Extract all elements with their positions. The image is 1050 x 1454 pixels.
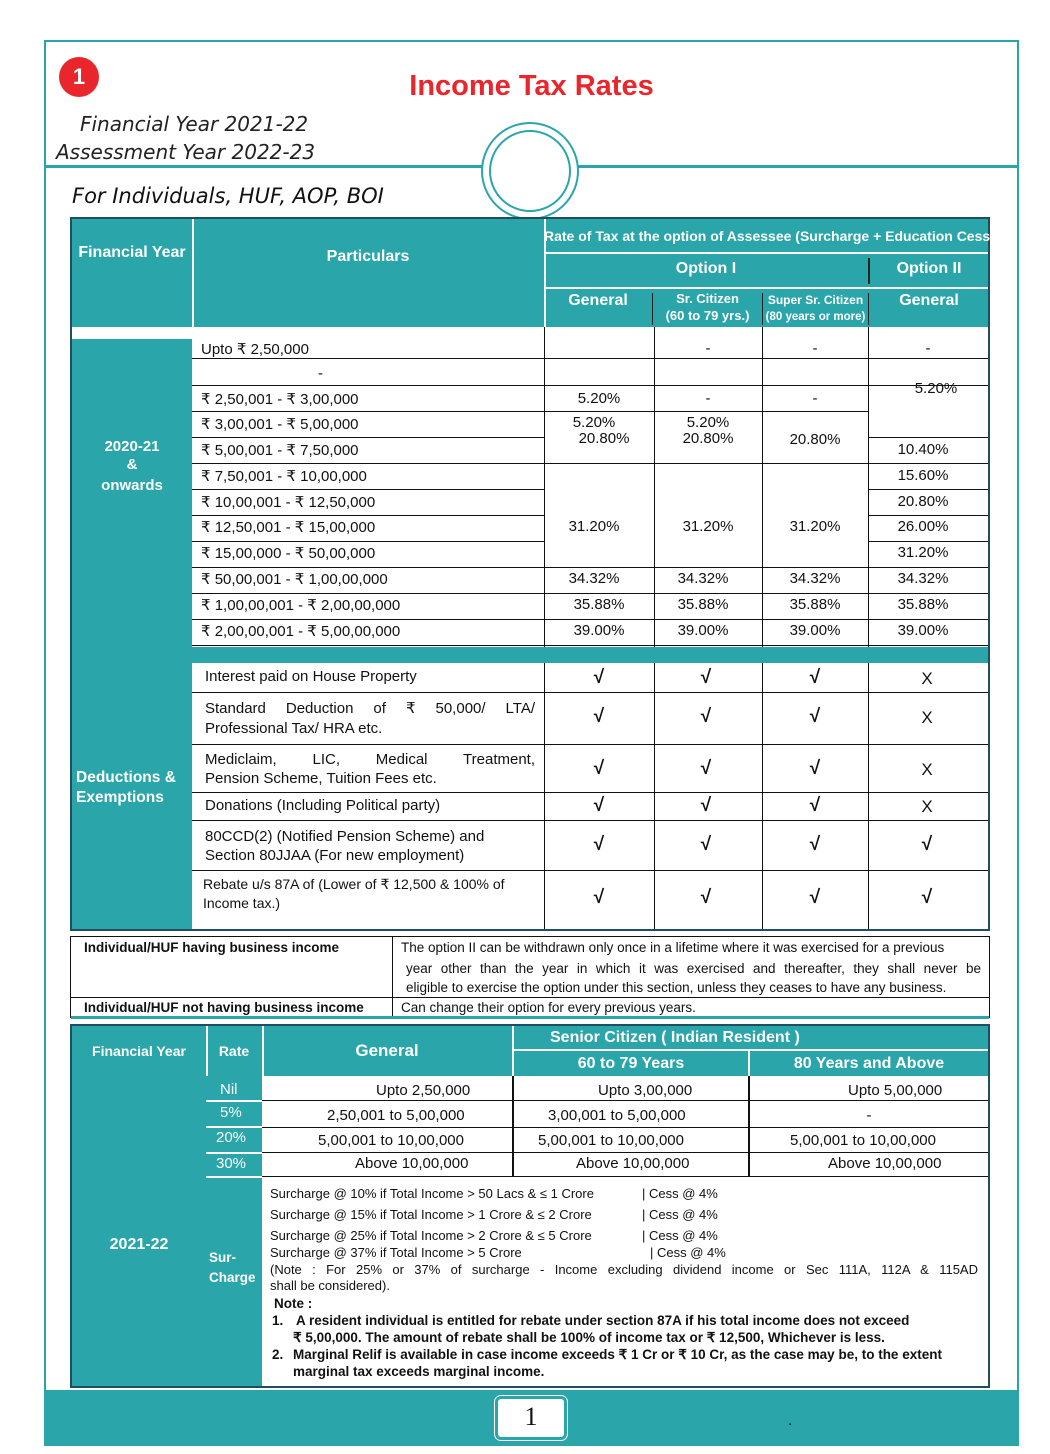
note-2-line-1: Marginal Relif is available in case income exceeds ₹ 1 Cr or ₹ 10 Cr, as the case may be, to the extent — [293, 1347, 942, 1362]
ded-4-ssr-check: √ — [809, 795, 821, 816]
ded-5-label-2: Section 80JJAA (For new employment) — [205, 847, 465, 864]
slab-3-particulars: ₹ 2,50,001 - ₹ 3,00,000 — [201, 391, 359, 408]
slab-11-general: 35.88% — [573, 596, 625, 613]
note-1-number: 1. — [272, 1313, 284, 1328]
slab-12-ssr: 39.00% — [789, 622, 841, 639]
row-nil-general: Upto 2,50,000 — [376, 1082, 471, 1099]
note-1-line-1: A resident individual is entitled for rebate under section 87A if his total income does not exceed — [296, 1313, 910, 1328]
year-onwards: onwards — [101, 477, 163, 494]
slab-9-particulars: ₹ 15,00,000 - ₹ 50,00,000 — [201, 545, 376, 562]
surcharge-37-cess: | Cess @ 4% — [650, 1245, 726, 1260]
slab-2-particulars: - — [318, 365, 323, 382]
rate-5: 5% — [220, 1104, 242, 1121]
slab-8-sr: 31.20% — [682, 518, 734, 535]
rate-20: 20% — [216, 1129, 247, 1146]
business-income-text-3: eligible to exercise the option under this section, unless they ceases to have any business. — [406, 980, 947, 995]
slab-4-sr: 5.20% — [686, 414, 730, 431]
ded-1-label: Interest paid on House Property — [205, 668, 417, 685]
ded-1-general-check: √ — [593, 667, 605, 688]
row-nil-80: Upto 5,00,000 — [848, 1082, 943, 1099]
row-30-general: Above 10,00,000 — [355, 1155, 469, 1172]
ded-6-label-2: Income tax.) — [203, 895, 281, 911]
th-sr-citizen: Sr. Citizen — [676, 291, 739, 306]
ded-5-sr-check: √ — [700, 834, 712, 855]
surcharge-37: Surcharge @ 37% if Total Income > 5 Crore — [270, 1245, 522, 1260]
deductions-label-2: Exemptions — [76, 789, 164, 806]
no-business-income-label: Individual/HUF not having business income — [84, 1000, 364, 1015]
th-sr-citizen-sub: (60 to 79 yrs.) — [665, 308, 750, 323]
slab-8-general: 31.20% — [568, 518, 620, 535]
ded-4-sr-check: √ — [700, 795, 712, 816]
slab-10-ssr: 34.32% — [789, 570, 841, 587]
year-2021-22: 2021-22 — [109, 1236, 169, 1253]
slab-10-sr: 34.32% — [677, 570, 729, 587]
slab-8-ssr: 31.20% — [789, 518, 841, 535]
ded-3-opt2-mark: X — [921, 760, 933, 779]
no-business-income-text: Can change their option for every previous years. — [401, 1000, 696, 1015]
surcharge-10: Surcharge @ 10% if Total Income > 50 Lacs & ≤ 1 Crore — [270, 1186, 594, 1201]
th-rate-of-tax: Rate of Tax at the option of Assessee (Surcharge + Education Cess) — [544, 228, 995, 244]
slab-5-ssr: 20.80% — [789, 431, 841, 448]
slab-3-sr: - — [705, 390, 711, 407]
row-30-80: Above 10,00,000 — [828, 1155, 942, 1172]
business-income-text-1: The option II can be withdrawn only once in a lifetime where it was exercised for a previous — [401, 940, 945, 955]
ded-2-general-check: √ — [593, 706, 605, 727]
ded-2-sr-check: √ — [700, 706, 712, 727]
slab-12-particulars: ₹ 2,00,00,001 - ₹ 5,00,00,000 — [201, 623, 401, 640]
ded-5-label-1: 80CCD(2) (Notified Pension Scheme) and — [205, 828, 485, 845]
ded-6-label-1: Rebate u/s 87A of (Lower of ₹ 12,500 & 100% of — [203, 876, 505, 892]
row-20-general: 5,00,001 to 10,00,000 — [318, 1132, 464, 1149]
th-super-sr-sub: (80 years or more) — [765, 311, 866, 323]
row-5-60: 3,00,001 to 5,00,000 — [548, 1107, 686, 1124]
ded-5-opt2-check: √ — [921, 834, 933, 855]
section-subtitle: For Individuals, HUF, AOP, BOI — [72, 184, 384, 208]
slab-1-particulars: Upto ₹ 2,50,000 — [201, 341, 309, 358]
business-income-text-2: year other than the year in which it was exercised and thereafter, they shall never be — [406, 961, 981, 976]
note-2-number: 2. — [272, 1347, 284, 1362]
ded-5-general-check: √ — [593, 834, 605, 855]
slab-6-opt2: 15.60% — [897, 467, 949, 484]
slab-9-opt2: 31.20% — [897, 544, 949, 561]
ded-2-label-2: Professional Tax/ HRA etc. — [205, 720, 383, 737]
slab-8-particulars: ₹ 12,50,001 - ₹ 15,00,000 — [201, 519, 376, 536]
th-general-2: General — [899, 292, 959, 309]
rate-nil: Nil — [220, 1081, 238, 1098]
slab-10-general: 34.32% — [568, 570, 620, 587]
th-particulars: Particulars — [326, 248, 410, 265]
ded-4-general-check: √ — [593, 795, 605, 816]
slab-5-sr: 20.80% — [682, 430, 734, 447]
th-financial-year: Financial Year — [78, 244, 186, 261]
year-label: 2020-21 — [104, 438, 160, 455]
ded-6-opt2-check: √ — [921, 887, 933, 908]
ded-3-label-2: Pension Scheme, Tuition Fees etc. — [205, 770, 437, 787]
note-heading: Note : — [274, 1296, 313, 1311]
slab-3-general: 5.20% — [577, 390, 621, 407]
ded-2-opt2-mark: X — [921, 708, 933, 727]
surcharge-10-cess: | Cess @ 4% — [642, 1186, 718, 1201]
ded-3-general-check: √ — [593, 758, 605, 779]
surcharge-15-cess: | Cess @ 4% — [642, 1207, 718, 1222]
slab-11-ssr: 35.88% — [789, 596, 841, 613]
row-20-80: 5,00,001 to 10,00,000 — [790, 1132, 936, 1149]
th3-senior: Senior Citizen ( Indian Resident ) — [550, 1029, 800, 1046]
slab-1-sr: - — [705, 340, 711, 357]
th3-financial-year: Financial Year — [92, 1043, 186, 1059]
row-nil-60: Upto 3,00,000 — [598, 1082, 693, 1099]
ded-6-general-check: √ — [593, 887, 605, 908]
ded-6-sr-check: √ — [700, 887, 712, 908]
slab-7-opt2: 20.80% — [897, 493, 949, 510]
th-option-1: Option I — [675, 260, 737, 277]
th3-rate: Rate — [218, 1043, 250, 1059]
slab-3-opt2: 5.20% — [914, 380, 958, 397]
ded-3-ssr-check: √ — [809, 758, 821, 779]
slab-4-general: 5.20% — [572, 414, 616, 431]
slab-1-opt2: - — [925, 340, 931, 357]
note-2-line-2: marginal tax exceeds marginal income. — [293, 1364, 545, 1379]
ded-1-sr-check: √ — [700, 667, 712, 688]
surcharge-25: Surcharge @ 25% if Total Income > 2 Crore & ≤ 5 Crore — [270, 1228, 592, 1243]
ded-1-opt2-mark: X — [921, 669, 933, 688]
ded-6-ssr-check: √ — [809, 887, 821, 908]
slab-12-general: 39.00% — [573, 622, 625, 639]
ded-2-label-1: Standard Deduction of ₹ 50,000/ LTA/ — [205, 700, 535, 717]
th3-general: General — [355, 1041, 419, 1060]
surcharge-label-1: Sur- — [209, 1250, 236, 1265]
slab-3-ssr: - — [812, 390, 818, 407]
th3-80-above: 80 Years and Above — [793, 1055, 945, 1072]
slab-12-opt2: 39.00% — [897, 622, 949, 639]
th3-60-79: 60 to 79 Years — [577, 1055, 685, 1072]
th-option-2: Option II — [896, 260, 962, 277]
page-title: Income Tax Rates — [409, 70, 654, 102]
row-30-60: Above 10,00,000 — [576, 1155, 690, 1172]
circle-ornament-inner — [489, 130, 571, 212]
th-super-sr: Super Sr. Citizen — [767, 293, 864, 307]
year-amp: & — [126, 456, 138, 473]
surcharge-label-2: Charge — [209, 1270, 256, 1285]
slab-5-opt2: 10.40% — [897, 441, 949, 458]
ded-2-ssr-check: √ — [809, 706, 821, 727]
slab-11-opt2: 35.88% — [897, 596, 949, 613]
ded-5-ssr-check: √ — [809, 834, 821, 855]
slab-6-particulars: ₹ 7,50,001 - ₹ 10,00,000 — [201, 468, 367, 485]
slab-12-sr: 39.00% — [677, 622, 729, 639]
slab-8-opt2: 26.00% — [897, 518, 949, 535]
ded-3-label-1: Mediclaim, LIC, Medical Treatment, — [205, 751, 535, 768]
th-general: General — [568, 292, 628, 309]
slab-4-particulars: ₹ 3,00,001 - ₹ 5,00,000 — [201, 416, 359, 433]
surcharge-note-2: shall be considered). — [270, 1278, 390, 1293]
deductions-label-1: Deductions & — [76, 769, 176, 786]
slab-5-particulars: ₹ 5,00,001 - ₹ 7,50,000 — [201, 442, 359, 459]
slab-7-particulars: ₹ 10,00,001 - ₹ 12,50,000 — [201, 494, 376, 511]
slab-1-ssr: - — [812, 340, 818, 357]
ded-1-ssr-check: √ — [809, 667, 821, 688]
financial-year: Financial Year 2021-22 — [80, 112, 309, 136]
slab-11-particulars: ₹ 1,00,00,001 - ₹ 2,00,00,000 — [201, 597, 401, 614]
row-5-80: - — [866, 1107, 872, 1124]
slab-5-general: 20.80% — [578, 430, 630, 447]
rate-30: 30% — [216, 1155, 247, 1172]
page-number: 1 — [495, 1396, 567, 1440]
footer-dot: . — [788, 1412, 793, 1429]
row-20-60: 5,00,001 to 10,00,000 — [538, 1132, 684, 1149]
ded-4-label: Donations (Including Political party) — [205, 797, 441, 814]
business-income-label: Individual/HUF having business income — [84, 940, 340, 955]
surcharge-25-cess: | Cess @ 4% — [642, 1228, 718, 1243]
note-1-line-2: ₹ 5,00,000. The amount of rebate shall be 100% of income tax or ₹ 12,500, Whichever is less. — [293, 1330, 885, 1345]
ded-4-opt2-mark: X — [921, 797, 933, 816]
page-badge: 1 — [59, 57, 99, 97]
surcharge-15: Surcharge @ 15% if Total Income > 1 Crore & ≤ 2 Crore — [270, 1207, 592, 1222]
surcharge-note-1: (Note : For 25% or 37% of surcharge - Income excluding dividend income or Sec 111A, 112A & 115AD — [270, 1262, 978, 1277]
ded-3-sr-check: √ — [700, 758, 712, 779]
slab-10-opt2: 34.32% — [897, 570, 949, 587]
row-5-general: 2,50,001 to 5,00,000 — [327, 1107, 465, 1124]
slab-10-particulars: ₹ 50,00,001 - ₹ 1,00,00,000 — [201, 571, 388, 588]
assessment-year: Assessment Year 2022-23 — [56, 140, 316, 164]
slab-11-sr: 35.88% — [677, 596, 729, 613]
